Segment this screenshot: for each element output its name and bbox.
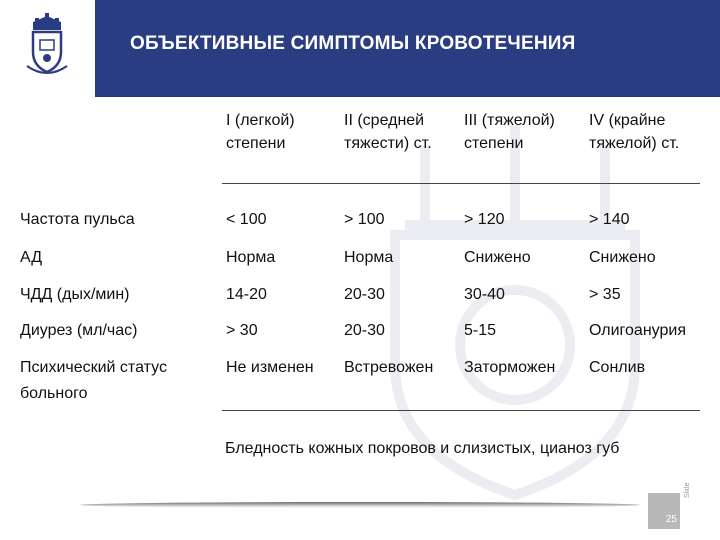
table-cell: Сонлив [589,359,646,376]
table-cell: Олигоанурия [589,322,686,339]
column-header-1 [226,109,295,155]
page-title: ОБЪЕКТИВНЫЕ СИМПТОМЫ КРОВОТЕЧЕНИЯ [130,33,576,54]
university-crest-icon [0,0,95,97]
table-cell: > 100 [344,211,385,228]
column-header-line: I (легкой) [226,112,295,129]
row-label-pulse: Частота пульса [20,211,135,228]
page-number-box [648,493,680,529]
row-label-diuresis: Диурез (мл/час) [20,322,138,339]
logo-area [0,0,95,97]
column-header-line: тяжелой) ст. [589,135,680,152]
table-cell: Не изменен [226,359,314,376]
column-header-line: II (средней [344,112,425,129]
column-header-4 [589,109,679,155]
page-number: 25 [665,514,677,525]
title-bar [95,0,720,97]
slide-label: Slide [684,482,691,498]
column-header-line: степени [226,135,286,152]
table-cell: Заторможен [464,359,556,376]
header-divider [222,183,700,184]
table-cell: > 35 [589,286,621,303]
table-cell: 20-30 [344,286,385,303]
bottom-divider [222,410,700,411]
table-cell: Снижено [589,249,656,266]
column-header-line: степени [464,135,524,152]
row-label-line: больного [20,385,88,402]
table-cell: 5-15 [464,322,497,339]
table-cell: Норма [344,249,394,266]
footnote: Бледность кожных покровов и слизистых, цианоз губ [225,440,620,457]
table-cell: 30-40 [464,286,505,303]
row-label-respiration: ЧДД (дых/мин) [20,286,130,303]
row-label-bp: АД [20,249,43,266]
column-header-2 [344,109,432,155]
table-cell: > 140 [589,211,630,228]
table-cell: Норма [226,249,276,266]
table-cell: > 30 [226,322,258,339]
table-cell: 14-20 [226,286,267,303]
row-label-line: Психический статус [20,359,167,376]
column-header-line: тяжести) ст. [344,135,432,152]
footer-shadow [80,502,640,508]
table-cell: Снижено [464,249,531,266]
column-header-line: III (тяжелой) [464,112,555,129]
table-cell: 20-30 [344,322,385,339]
row-label-mental-status [20,356,167,405]
column-header-3 [464,109,555,155]
column-header-line: IV (крайне [589,112,666,129]
table-cell: Встревожен [344,359,434,376]
table-cell: > 120 [464,211,505,228]
table-cell: < 100 [226,211,267,228]
